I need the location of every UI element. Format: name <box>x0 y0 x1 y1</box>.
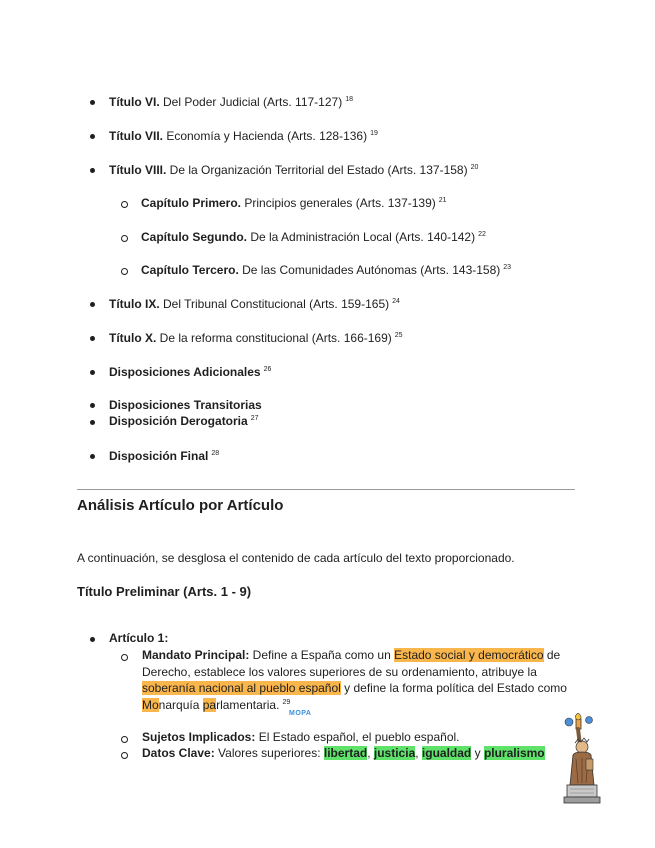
footnote-ref[interactable]: 21 <box>438 197 447 204</box>
highlight: justicia <box>373 746 416 760</box>
footnote-ref[interactable]: 23 <box>503 264 512 271</box>
bullet-dot-icon <box>90 403 95 408</box>
highlight: Mo <box>142 697 159 712</box>
footnote-ref[interactable]: 19 <box>370 130 378 137</box>
toc-item-disposiciones-transitorias: Disposiciones Transitorias <box>109 398 262 412</box>
footnote-ref[interactable]: 29 <box>282 698 291 706</box>
bullet-dot-icon <box>90 100 95 105</box>
toc-item-disposicion-final: Disposición Final $^{28}$ <box>109 449 220 463</box>
toc-item-titulo-vi: Título VI. Del Poder Judicial (Arts. 117-127) $^{18}$ <box>109 95 353 109</box>
toc-item-titulo-viii: Título VIII. De la Organización Territorial del Estado (Arts. 137-158) $^{20}$ <box>109 163 479 177</box>
toc-item-titulo-vii: Título VII. Economía y Hacienda (Arts. 128-136) $^{19}$ <box>109 129 378 143</box>
toc-item-titulo-x: Título X. De la reforma constitucional (Arts. 166-169) $^{25}$ <box>109 331 403 345</box>
bullet-ring-icon <box>121 752 128 759</box>
toc-item-capitulo-segundo: Capítulo Segundo. De la Administración Local (Arts. 140-142) $^{22}$ <box>141 230 486 244</box>
analysis-heading: Análisis Artículo por Artículo <box>77 497 284 514</box>
section-divider <box>77 489 575 490</box>
footnote-ref[interactable]: 18 <box>345 96 353 103</box>
footnote-ref[interactable]: 22 <box>478 231 486 238</box>
bullet-dot-icon <box>90 302 95 307</box>
bullet-dot-icon <box>90 454 95 459</box>
bullet-dot-icon <box>90 134 95 139</box>
bullet-dot-icon <box>90 370 95 375</box>
mandato-principal: Mandato Principal: Define a España como un Estado social y democrático de Derecho, establece los valores superiores de su ordenamiento, atribuye la soberanía nacional al pueblo español y define la forma política del Estado como Monarquía parlamentaria. $^{29}$ <box>142 648 567 712</box>
datos-clave: Datos Clave: Valores superiores: libertad, justicia, igualdad y pluralismo <box>142 746 545 760</box>
bullet-ring-icon <box>121 654 128 661</box>
bullet-dot-icon <box>90 168 95 173</box>
footnote-ref[interactable]: 25 <box>394 332 403 339</box>
footnote-ref[interactable]: 20 <box>470 164 479 171</box>
article-label: Artículo 1: <box>109 631 169 645</box>
toc-item-titulo-ix: Título IX. Del Tribunal Constitucional (Arts. 159-165) $^{24}$ <box>109 297 400 311</box>
highlight: soberanía nacional al pueblo español <box>142 681 341 695</box>
toc-item-capitulo-primero: Capítulo Primero. Principios generales (Arts. 137-139) $^{21}$ <box>141 196 447 210</box>
footnote-ref[interactable]: 24 <box>392 298 400 305</box>
highlight: igualdad <box>421 746 472 760</box>
bullet-dot-icon <box>90 637 95 642</box>
sujetos-implicados: Sujetos Implicados: El Estado español, el pueblo español. <box>142 730 460 744</box>
bullet-dot-icon <box>90 420 95 425</box>
highlight: pa <box>202 697 217 712</box>
footnote-ref[interactable]: 28 <box>211 450 220 457</box>
bullet-ring-icon <box>121 736 128 743</box>
bullet-ring-icon <box>121 268 128 275</box>
highlight: Estado social y democrático <box>394 648 544 662</box>
sticker-caption: MOPA <box>289 710 312 717</box>
toc-item-disposicion-derogatoria: Disposición Derogatoria $^{27}$ <box>109 414 259 428</box>
toc-item-disposiciones-adicionales: Disposiciones Adicionales $^{26}$ <box>109 365 272 379</box>
footnote-ref[interactable]: 26 <box>263 366 272 373</box>
section-title: Título Preliminar (Arts. 1 - 9) <box>77 584 252 599</box>
bullet-ring-icon <box>121 235 128 242</box>
toc-item-capitulo-tercero: Capítulo Tercero. De las Comunidades Autónomas (Arts. 143-158) $^{23}$ <box>141 263 512 277</box>
highlight: libertad <box>323 746 368 760</box>
bullet-dot-icon <box>90 336 95 341</box>
bullet-ring-icon <box>121 201 128 208</box>
statue-of-liberty-sticker-icon <box>558 713 614 805</box>
analysis-intro: A continuación, se desglosa el contenido de cada artículo del texto proporcionado. <box>77 551 515 565</box>
footnote-ref[interactable]: 27 <box>250 415 259 422</box>
highlight: pluralismo <box>483 746 545 760</box>
